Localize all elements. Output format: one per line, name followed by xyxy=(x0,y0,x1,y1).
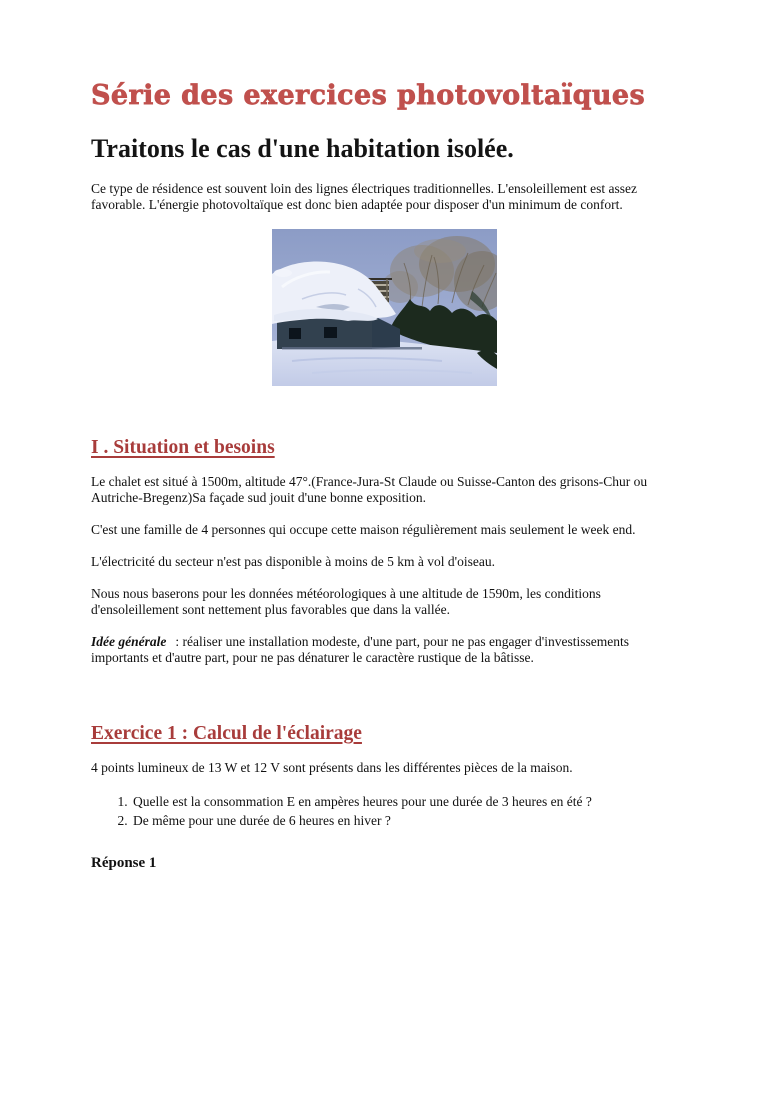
photo-window-left xyxy=(289,328,301,339)
document-page xyxy=(0,80,768,1104)
section-situation-heading: I . Situation et besoins xyxy=(91,437,275,458)
exercise1-question-list xyxy=(91,792,679,830)
general-idea-label: Idée générale xyxy=(91,634,167,649)
chalet-photo-illustration xyxy=(272,229,497,386)
chalet-winter-photo xyxy=(272,229,497,386)
question-item-1 xyxy=(131,792,679,811)
exercise1-intro: 4 points lumineux de 13 W et 12 V sont présents dans les différentes pièces de la maison. xyxy=(91,760,573,775)
answer1-label: Réponse 1 xyxy=(91,855,157,871)
general-idea-paragraph xyxy=(91,634,679,666)
situation-paragraph-2: C'est une famille de 4 personnes qui occupe cette maison régulièrement mais seulement le week end. xyxy=(91,522,636,537)
general-idea-text: : réaliser une installation modeste, d'une part, pour ne pas engager d'investissements importants et d'autre part, pour ne pas dénaturer le caractère rustique de la bâtisse. xyxy=(91,634,629,665)
question-1-text: Quelle est la consommation E en ampères heures pour une durée de 3 heures en été ? xyxy=(133,794,592,809)
situation-paragraph-3: L'électricité du secteur n'est pas disponible à moins de 5 km à vol d'oiseau. xyxy=(91,554,495,569)
document-title: Série des exercices photovoltaïques xyxy=(91,80,646,111)
question-item-2 xyxy=(131,811,679,830)
situation-paragraph-1: Le chalet est situé à 1500m, altitude 47°.(France-Jura-St Claude ou Suisse-Canton des grisons-Chur ou Autriche-Bregenz)Sa façade sud jouit d'une bonne exposition. xyxy=(91,474,648,505)
document-subtitle: Traitons le cas d'une habitation isolée. xyxy=(91,134,514,163)
exercise1-heading: Exercice 1 : Calcul de l'éclairage xyxy=(91,723,362,744)
situation-paragraph-4: Nous nous baserons pour les données météorologiques à une altitude de 1590m, les conditions d'ensoleillement sont nettement plus favorables que dans la vallée. xyxy=(91,586,601,617)
intro-paragraph: Ce type de résidence est souvent loin des lignes électriques traditionnelles. L'ensoleillement est assez favorable. L'énergie photovoltaïque est donc bien adaptée pour disposer d'un minimum de confort. xyxy=(91,181,638,212)
photo-window-right xyxy=(324,327,337,338)
question-2-text: De même pour une durée de 6 heures en hiver ? xyxy=(133,813,391,828)
